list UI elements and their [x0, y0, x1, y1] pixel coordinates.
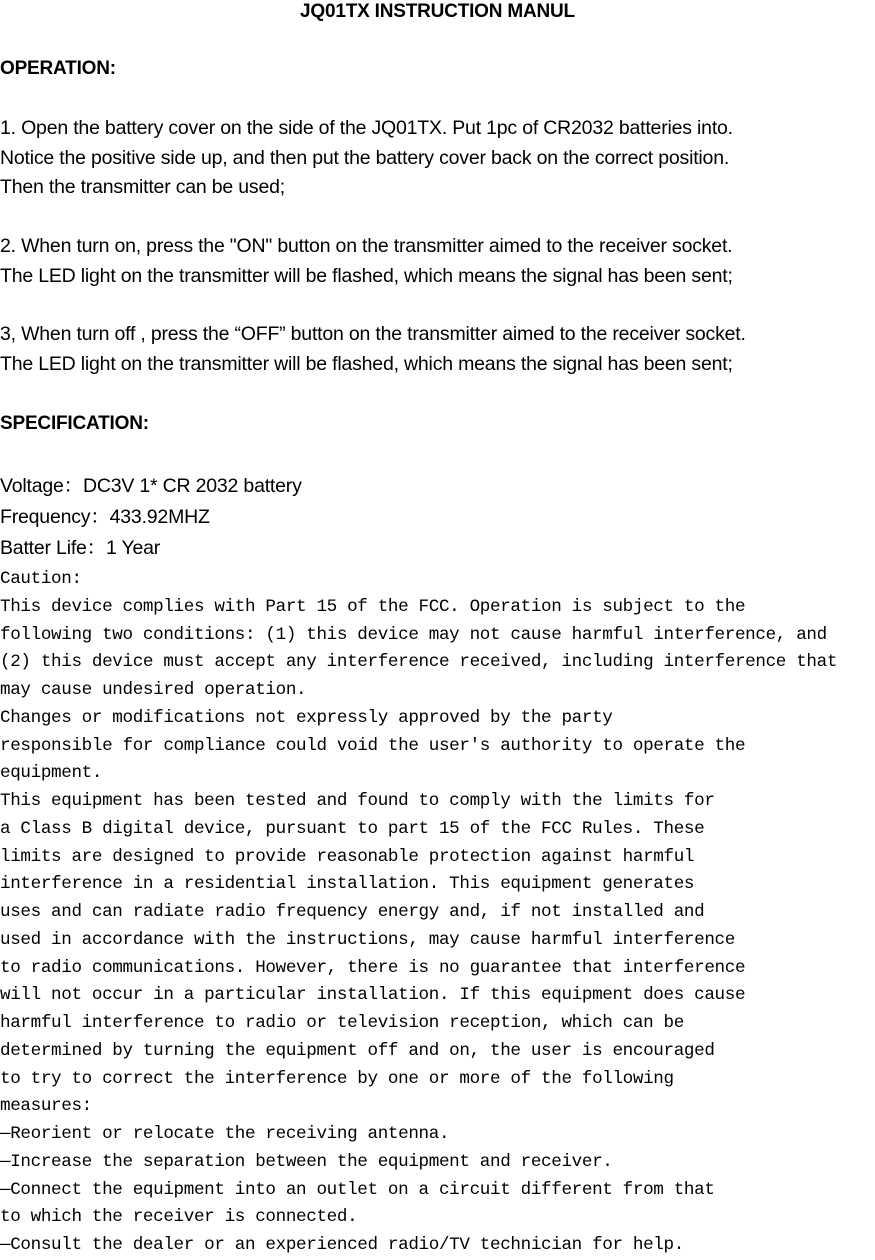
fcc-measure-connect: —Connect the equipment into an outlet on a circuit different from that [0, 1179, 715, 1200]
spec-voltage: Voltage：DC3V 1* CR 2032 battery [0, 475, 302, 497]
fcc-line: may cause undesired operation. [0, 680, 307, 700]
specification-list [0, 473, 302, 566]
fcc-line: measures: [0, 1096, 92, 1117]
fcc-line: determined by turning the equipment off and on, the user is encouraged [0, 1040, 715, 1061]
fcc-line: used in accordance with the instructions, may cause harmful interference [0, 929, 735, 950]
fcc-line: to radio communications. However, there is no guarantee that interference [0, 957, 746, 978]
fcc-line: to try to correct the interference by one or more of the following [0, 1068, 674, 1089]
fcc-line: harmful interference to radio or television reception, which can be [0, 1013, 684, 1033]
fcc-measure-consult: —Consult the dealer or an experienced radio/TV technician for help. [0, 1235, 684, 1255]
fcc-measure-reorient: —Reorient or relocate the receiving antenna. [0, 1124, 450, 1144]
fcc-caution-label: Caution: [0, 569, 82, 589]
fcc-line: to which the receiver is connected. [0, 1207, 358, 1228]
step-3-line-1: 3, When turn off , press the “OFF” button on the transmitter aimed to the receiver socket. [0, 323, 746, 345]
fcc-line: a Class B digital device, pursuant to part 15 of the FCC Rules. These [0, 818, 705, 839]
spec-frequency: Frequency：433.92MHZ [0, 506, 210, 528]
fcc-line: will not occur in a particular installation. If this equipment does cause [0, 985, 746, 1006]
fcc-statement [0, 566, 875, 1260]
fcc-line: responsible for compliance could void the user's authority to operate the [0, 735, 746, 756]
fcc-line: uses and can radiate radio frequency energy and, if not installed and [0, 902, 705, 922]
fcc-line: interference in a residential installation. This equipment generates [0, 874, 695, 895]
fcc-line: equipment. [0, 763, 103, 784]
fcc-line: (2) this device must accept any interference received, including interference that [0, 652, 838, 673]
fcc-line: Changes or modifications not expressly approved by the party [0, 707, 613, 728]
operation-heading: OPERATION: [0, 58, 116, 79]
step-2-line-1: 2. When turn on, press the "ON" button on the transmitter aimed to the receiver socket. [0, 235, 733, 257]
specification-heading: SPECIFICATION: [0, 413, 149, 434]
operation-step-2 [0, 232, 875, 291]
step-1-line-2: Notice the positive side up, and then put the battery cover back on the correct position. [0, 146, 730, 169]
spec-battery-life: Batter Life：1 Year [0, 537, 161, 559]
fcc-line: This device complies with Part 15 of the FCC. Operation is subject to the [0, 596, 746, 617]
step-3-line-2: The LED light on the transmitter will be flashed, which means the signal has been sent; [0, 352, 733, 375]
step-1-line-3: Then the transmitter can be used; [0, 176, 285, 198]
fcc-measure-increase: —Increase the separation between the equipment and receiver. [0, 1151, 613, 1172]
operation-step-3 [0, 320, 875, 379]
fcc-line: limits are designed to provide reasonable protection against harmful [0, 846, 695, 867]
operation-step-1 [0, 114, 875, 203]
fcc-line: following two conditions: (1) this device may not cause harmful interference, and [0, 624, 827, 645]
fcc-line: This equipment has been tested and found to comply with the limits for [0, 791, 715, 811]
step-2-line-2: The LED light on the transmitter will be flashed, which means the signal has been sent; [0, 264, 733, 287]
document-title: JQ01TX INSTRUCTION MANUL [300, 1, 575, 22]
step-1-line-1: 1. Open the battery cover on the side of the JQ01TX. Put 1pc of CR2032 batteries into. [0, 117, 733, 139]
